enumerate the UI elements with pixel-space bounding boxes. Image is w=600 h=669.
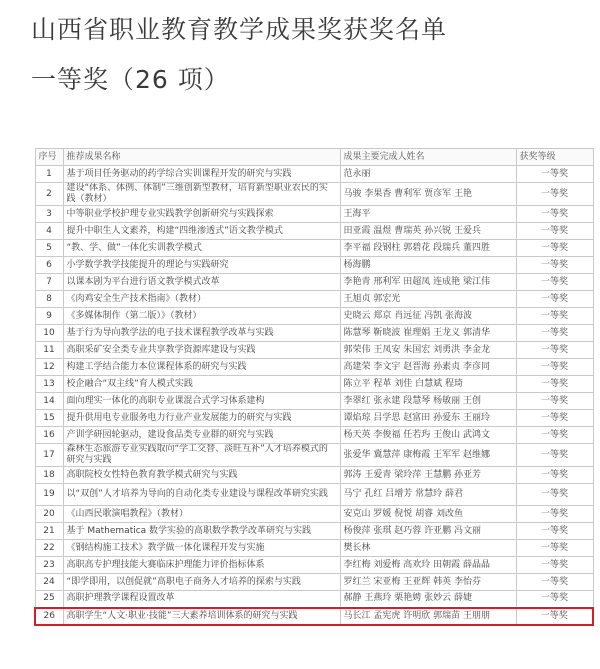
cell-grade: 一等奖	[516, 557, 593, 574]
table-row	[35, 591, 593, 608]
cell-grade: 一等奖	[516, 291, 593, 308]
cell-people: 罗红兰 宋亚梅 王亚辉 韩英 李怡芬	[340, 574, 516, 591]
cell-people: 李红梅 刘爱梅 高欢玲 田朝霞 薛晶晶	[340, 557, 516, 574]
header-no: 序号	[35, 149, 63, 166]
cell-grade: 一等奖	[516, 523, 593, 540]
table-row	[35, 557, 593, 574]
table-row	[35, 166, 593, 183]
cell-grade: 一等奖	[516, 591, 593, 608]
cell-people: 李翠红 张永建 段慧琴 杨敏丽 王创	[340, 393, 516, 410]
table-row	[35, 308, 593, 325]
cell-grade: 一等奖	[516, 410, 593, 427]
cell-grade: 一等奖	[516, 257, 593, 274]
cell-people: 樊长林	[340, 540, 516, 557]
cell-name: 建设“体系、体例、体制”三维创新型教材，培育新型职业农民的实践（教材）	[63, 183, 340, 206]
cell-grade: 一等奖	[516, 359, 593, 376]
cell-no: 7	[35, 274, 63, 291]
cell-name: 高职护理教学课程设置改革	[63, 591, 340, 608]
cell-name: 基于行为导向教学法的电子技术课程教学改革与实践	[63, 325, 340, 342]
cell-grade: 一等奖	[516, 574, 593, 591]
page-subtitle: 一等奖（26 项）	[31, 65, 230, 94]
table-row	[35, 523, 593, 540]
cell-name: 校企融合“双主线”育人模式实践	[63, 376, 340, 393]
cell-name: 小学数学教学技能提升的理论与实践研究	[63, 257, 340, 274]
cell-name: 以课本剧为平台进行语文教学模式改革	[63, 274, 340, 291]
cell-people: 郭涛 王爱青 梁玲萍 王慧鹏 孙亚芳	[340, 467, 516, 484]
cell-people: 范永丽	[340, 166, 516, 183]
table-row	[35, 325, 593, 342]
cell-people: 郭荣伟 王凤安 朱国宏 刘勇洪 李金龙	[340, 342, 516, 359]
cell-no: 13	[35, 376, 63, 393]
cell-grade: 一等奖	[516, 444, 593, 467]
cell-no: 1	[35, 166, 63, 183]
cell-people: 陈慧琴 靳晓波 崔理娟 王龙义 郭清华	[340, 325, 516, 342]
table-row	[35, 506, 593, 523]
cell-no: 18	[35, 467, 63, 484]
cell-name: 《多媒体制作（第二版）》（教材）	[63, 308, 340, 325]
cell-grade: 一等奖	[516, 376, 593, 393]
cell-no: 21	[35, 523, 63, 540]
awards-table-container	[34, 148, 592, 626]
cell-no: 4	[35, 223, 63, 240]
cell-grade: 一等奖	[516, 427, 593, 444]
table-row	[35, 393, 593, 410]
cell-grade: 一等奖	[516, 308, 593, 325]
cell-grade: 一等奖	[516, 540, 593, 557]
cell-grade: 一等奖	[516, 206, 593, 223]
header-name: 推荐成果名称	[63, 149, 340, 166]
cell-grade: 一等奖	[516, 274, 593, 291]
table-row	[35, 427, 593, 444]
cell-people: 史晓云 郑京 肖远征 冯凯 张海波	[340, 308, 516, 325]
cell-name: 基于项目任务驱动的药学综合实训课程开发的研究与实践	[63, 166, 340, 183]
cell-people: 谭焰琼 吕学思 赵富田 孙爱东 王丽玲	[340, 410, 516, 427]
cell-no: 6	[35, 257, 63, 274]
cell-no: 9	[35, 308, 63, 325]
cell-name: 面向理实一体化的高职专业课混合式学习体系建构	[63, 393, 340, 410]
table-row	[35, 376, 593, 393]
table-row	[35, 410, 593, 427]
table-row	[35, 342, 593, 359]
table-row	[35, 223, 593, 240]
cell-name: “即学即用，以创促就”高职电子商务人才培养的探索与实践	[63, 574, 340, 591]
cell-name: 提升供用电专业服务电力行业产业发展能力的研究与实践	[63, 410, 340, 427]
table-row	[35, 257, 593, 274]
cell-name: 森林生态旅游专业实践取向“学工交替、淡旺互补”人才培养模式的研究与实践	[63, 444, 340, 467]
awards-table	[34, 148, 594, 626]
cell-name: 提升中职生人文素养，构建“四维渗透式”语文教学模式	[63, 223, 340, 240]
cell-grade: 一等奖	[516, 240, 593, 257]
cell-name: 高职院校女性特色教育教学模式研究与实践	[63, 467, 340, 484]
cell-people: 杨天英 李俊福 任若玙 王俊山 武鸿文	[340, 427, 516, 444]
cell-no: 12	[35, 359, 63, 376]
cell-name: 《钢结构施工技术》教学做一体化课程开发与实施	[63, 540, 340, 557]
cell-name: 中等职业学校护理专业实践教学创新研究与实践探索	[63, 206, 340, 223]
cell-name: 产训学研园轮驱动，建设食品类专业群的研究与实践	[63, 427, 340, 444]
cell-no: 24	[35, 574, 63, 591]
cell-people: 郝静 王燕玲 栗艳娉 张妙云 薛婕	[340, 591, 516, 608]
cell-no: 14	[35, 393, 63, 410]
cell-no: 20	[35, 506, 63, 523]
cell-grade: 一等奖	[516, 608, 593, 625]
table-row	[35, 444, 593, 467]
cell-grade: 一等奖	[516, 325, 593, 342]
table-body	[35, 166, 593, 625]
header-row	[35, 149, 593, 166]
cell-name: 《肉鸡安全生产技术指南》（教材）	[63, 291, 340, 308]
cell-people: 王旭贞 郭宏光	[340, 291, 516, 308]
cell-grade: 一等奖	[516, 467, 593, 484]
cell-name: “教、学、做”一体化实训教学模式	[63, 240, 340, 257]
table-row	[35, 540, 593, 557]
cell-grade: 一等奖	[516, 223, 593, 240]
cell-grade: 一等奖	[516, 342, 593, 359]
table-row	[35, 274, 593, 291]
table-row	[35, 608, 593, 625]
cell-no: 23	[35, 557, 63, 574]
cell-people: 张爱华 冀慧萍 康梅霞 王军军 赵维娜	[340, 444, 516, 467]
table-row	[35, 574, 593, 591]
cell-name: 《山西民歌演唱教程》（教材）	[63, 506, 340, 523]
cell-name: 高职高专护理技能大赛临床护理能力评价指标体系	[63, 557, 340, 574]
cell-people: 马宁 孔红 吕增芳 常慧玲 薛君	[340, 484, 516, 506]
cell-name: 基于 Mathematica 数学实验的高职数学教学改革研究与实践	[63, 523, 340, 540]
page-title: 山西省职业教育教学成果奖获奖名单	[31, 15, 448, 44]
table-row	[35, 183, 593, 206]
header-people: 成果主要完成人姓名	[340, 149, 516, 166]
cell-people: 杨俊萍 张琪 赵巧蓉 许亚鹏 冯文丽	[340, 523, 516, 540]
cell-no: 22	[35, 540, 63, 557]
cell-people: 马长江 孟宪虎 许明欣 郭瑞苗 王朋朋	[340, 608, 516, 625]
cell-no: 16	[35, 427, 63, 444]
cell-people: 王海平	[340, 206, 516, 223]
cell-no: 5	[35, 240, 63, 257]
cell-people: 高建荣 李文宇 赵晋海 孙素贞 李彦同	[340, 359, 516, 376]
cell-no: 25	[35, 591, 63, 608]
table-row	[35, 467, 593, 484]
cell-people: 陈立平 程革 刘佳 白慧斌 程琦	[340, 376, 516, 393]
cell-name: 以“双创”人才培养为导向的自动化类专业建设与课程改革研究实践	[63, 484, 340, 506]
cell-name: 高职采矿安全类专业共享教学资源库建设与实践	[63, 342, 340, 359]
table-row	[35, 240, 593, 257]
table-row	[35, 206, 593, 223]
cell-name: 构建工学结合能力本位课程体系的研究与实践	[63, 359, 340, 376]
cell-grade: 一等奖	[516, 484, 593, 506]
cell-no: 2	[35, 183, 63, 206]
cell-grade: 一等奖	[516, 393, 593, 410]
cell-no: 8	[35, 291, 63, 308]
cell-grade: 一等奖	[516, 506, 593, 523]
cell-no: 11	[35, 342, 63, 359]
cell-people: 田亚霞 温煜 曹瑞英 孙兴锐 王爱兵	[340, 223, 516, 240]
cell-name: 高职学生“人文·职业·技能”三大素养培训体系的研究与实践	[63, 608, 340, 625]
cell-no: 26	[35, 608, 63, 625]
table-row	[35, 291, 593, 308]
table-header	[35, 149, 593, 166]
cell-no: 19	[35, 484, 63, 506]
cell-no: 15	[35, 410, 63, 427]
header-grade: 获奖等级	[516, 149, 593, 166]
table-row	[35, 484, 593, 506]
cell-grade: 一等奖	[516, 166, 593, 183]
cell-people: 李艳青 邢利军 田超凤 连成艳 梁江伟	[340, 274, 516, 291]
cell-people: 马骏 李果香 曹利军 贾彦军 王艳	[340, 183, 516, 206]
cell-grade: 一等奖	[516, 183, 593, 206]
cell-people: 安克山 罗媛 倪悦 胡睿 刘改鱼	[340, 506, 516, 523]
cell-no: 17	[35, 444, 63, 467]
cell-people: 杨海鹏	[340, 257, 516, 274]
cell-no: 3	[35, 206, 63, 223]
cell-no: 10	[35, 325, 63, 342]
cell-people: 李平福 段钢柱 郭碧花 段瑞兵 董四胜	[340, 240, 516, 257]
table-row	[35, 359, 593, 376]
